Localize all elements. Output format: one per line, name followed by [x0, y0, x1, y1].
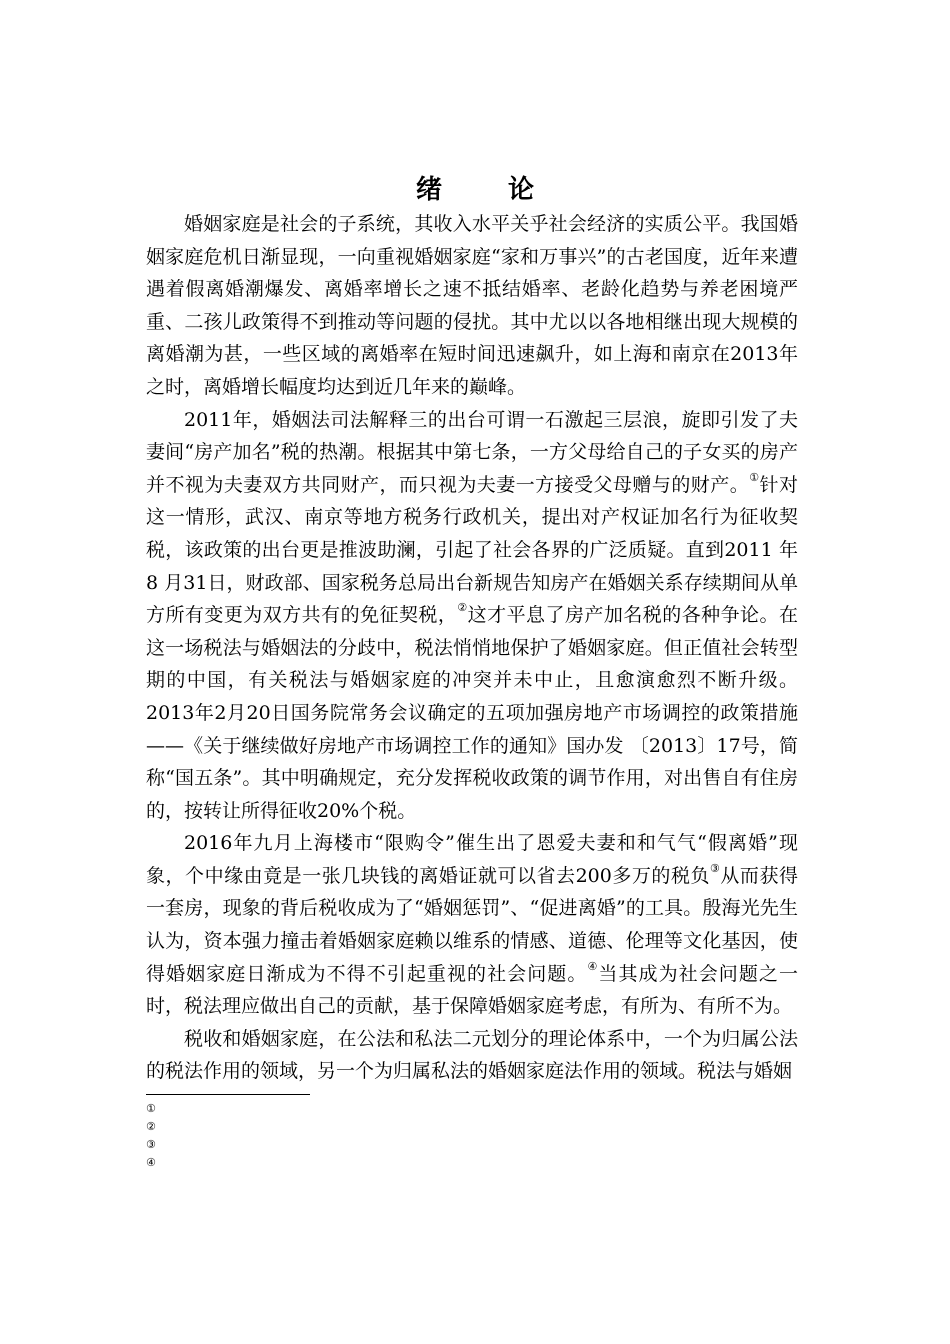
- footnote-mark-3: ③: [146, 1138, 156, 1151]
- paragraph-2: [146, 404, 798, 828]
- footnote-ref-4[interactable]: ④: [587, 959, 599, 973]
- footnotes: [146, 1100, 446, 1172]
- paragraph-text: 针对这一情形，武汉、南京等地方税务行政机关，提出对产权证加名行为征收契税，该政策的出台更是推波助澜，引起了社会各界的广泛质疑。直到2011 年 8 月31日，财政部、国家税务总局出台新规告知房产在婚姻关系存续期间从单方所有变更为双方共有的免征契税，: [146, 473, 798, 627]
- paragraph-4: [146, 1023, 798, 1088]
- footnote-separator: [146, 1094, 310, 1095]
- footnote-mark-4: ④: [146, 1156, 156, 1169]
- footnote-mark-1: ①: [146, 1102, 156, 1115]
- paragraph-3: [146, 827, 798, 1023]
- paragraph-text: 婚姻家庭是社会的子系统，其收入水平关乎社会经济的实质公平。我国婚姻家庭危机日渐显现，一向重视婚姻家庭“家和万事兴”的古老国度，近年来遭遇着假离婚潮爆发、离婚率增长之速不抵结婚率、老龄化趋势与养老困境严重、二孩儿政策得不到推动等问题的侵扰。其中尤以以各地相继出现大规模的离婚潮为甚，一些区域的离婚率在短时间迅速飙升，如上海和南京在2013年之时，离婚增长幅度均达到近几年来的巅峰。: [146, 213, 798, 398]
- footnote-ref-2[interactable]: ②: [457, 601, 468, 615]
- footnote-mark-2: ②: [146, 1120, 156, 1133]
- footnote-ref-1[interactable]: ①: [749, 470, 760, 484]
- paragraph-text: 2011年，婚姻法司法解释三的出台可谓一石激起三层浪，旋即引发了夫妻间“房产加名”税的热潮。根据其中第七条，一方父母给自己的子女买的房产并不视为夫妻双方共同财产，而只视为夫妻一方接受父母赠与的财产。: [146, 408, 798, 496]
- paragraph-1: [146, 208, 798, 404]
- body-text: [146, 208, 798, 1088]
- paragraph-text: 这才平息了房产加名税的各种争论。在这一场税法与婚姻法的分歧中，税法悄悄地保护了婚姻家庭。但正值社会转型期的中国，有关税法与婚姻家庭的冲突并未中止，且愈演愈烈不断升级。2013年2月20日国务院常务会议确定的五项加强房地产市场调控的政策措施——《关于继续做好房地产市场调控工作的通知》国办发 〔2013〕17号，简称“国五条”。其中明确规定，充分发挥税收政策的调节作用，对出售自有住房的，按转让所得征收20%个税。: [146, 604, 798, 822]
- footnote-ref-3[interactable]: ③: [710, 861, 721, 875]
- paragraph-text: 从而获得一套房，现象的背后税收成为了“婚姻惩罚”、“促进离婚”的工具。殷海光先生认为，资本强力撞击着婚姻家庭赖以维系的情感、道德、伦理等文化基因，使得婚姻家庭日渐成为不得不引起重视的社会问题。: [146, 864, 798, 985]
- page-title: 绪 论: [415, 175, 554, 205]
- paragraph-text: 税收和婚姻家庭，在公法和私法二元划分的理论体系中，一个为归属公法的税法作用的领域，另一个为归属私法的婚姻家庭法作用的领域。税法与婚姻: [146, 1027, 798, 1083]
- paragraph-text: 当其成为社会问题之一时，税法理应做出自己的贡献，基于保障婚姻家庭考虑，有所为、有所不为。: [146, 962, 798, 1018]
- paragraph-text: 2016年九月上海楼市“限购令”催生出了恩爱夫妻和和气气“假离婚”现象，个中缘由竟是一张几块钱的离婚证就可以省去200多万的税负: [146, 832, 798, 887]
